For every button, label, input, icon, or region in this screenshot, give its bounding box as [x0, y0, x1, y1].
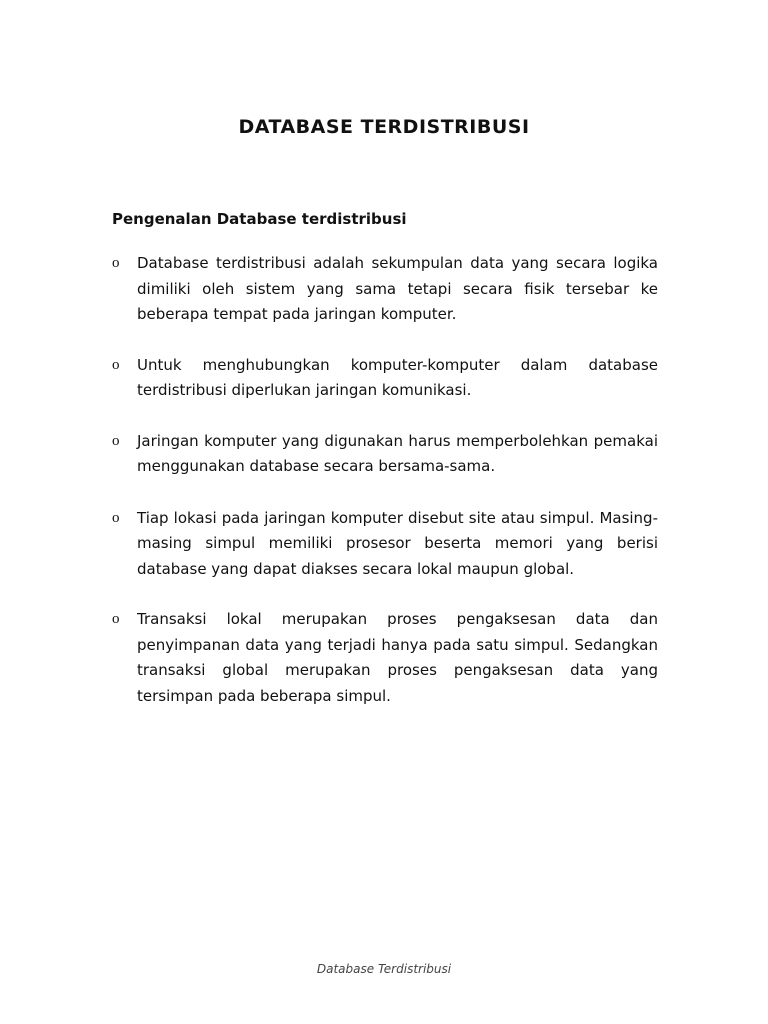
list-item-text: Transaksi lokal merupakan proses pengaksesan data dan penyimpanan data yang terjadi hanya pada satu simpul. Sedangkan transaksi global merupakan proses pengaksesan data yang tersimpan pada beberapa simpul.	[137, 610, 658, 705]
section-heading: Pengenalan Database terdistribusi	[112, 210, 407, 228]
bullet-marker: o	[112, 255, 120, 271]
list-item	[112, 506, 658, 583]
list-item-text: Tiap lokasi pada jaringan komputer disebut site atau simpul. Masing-masing simpul memiliki prosesor beserta memori yang berisi database yang dapat diakses secara lokal maupun global.	[137, 508, 658, 578]
list-item-text: Untuk menghubungkan komputer-komputer dalam database terdistribusi diperlukan jaringan komunikasi.	[137, 355, 658, 399]
page-footer: Database Terdistribusi	[316, 962, 452, 976]
bullet-marker: o	[112, 432, 120, 449]
list-item	[112, 353, 658, 404]
list-item	[112, 429, 658, 480]
page-title: DATABASE TERDISTRIBUSI	[238, 116, 530, 138]
list-item	[112, 607, 658, 709]
bullet-marker: o	[112, 509, 120, 526]
bullet-list	[112, 251, 658, 734]
list-item-text: Jaringan komputer yang digunakan harus memperbolehkan pemakai menggunakan database secara bersama-sama.	[137, 431, 658, 475]
list-item	[112, 251, 658, 328]
list-item-text: Database terdistribusi adalah sekumpulan data yang secara logika dimiliki oleh sistem yang sama tetapi secara fisik tersebar ke beberapa tempat pada jaringan komputer.	[137, 254, 658, 323]
bullet-marker: o	[112, 356, 120, 373]
bullet-marker: o	[112, 611, 120, 627]
